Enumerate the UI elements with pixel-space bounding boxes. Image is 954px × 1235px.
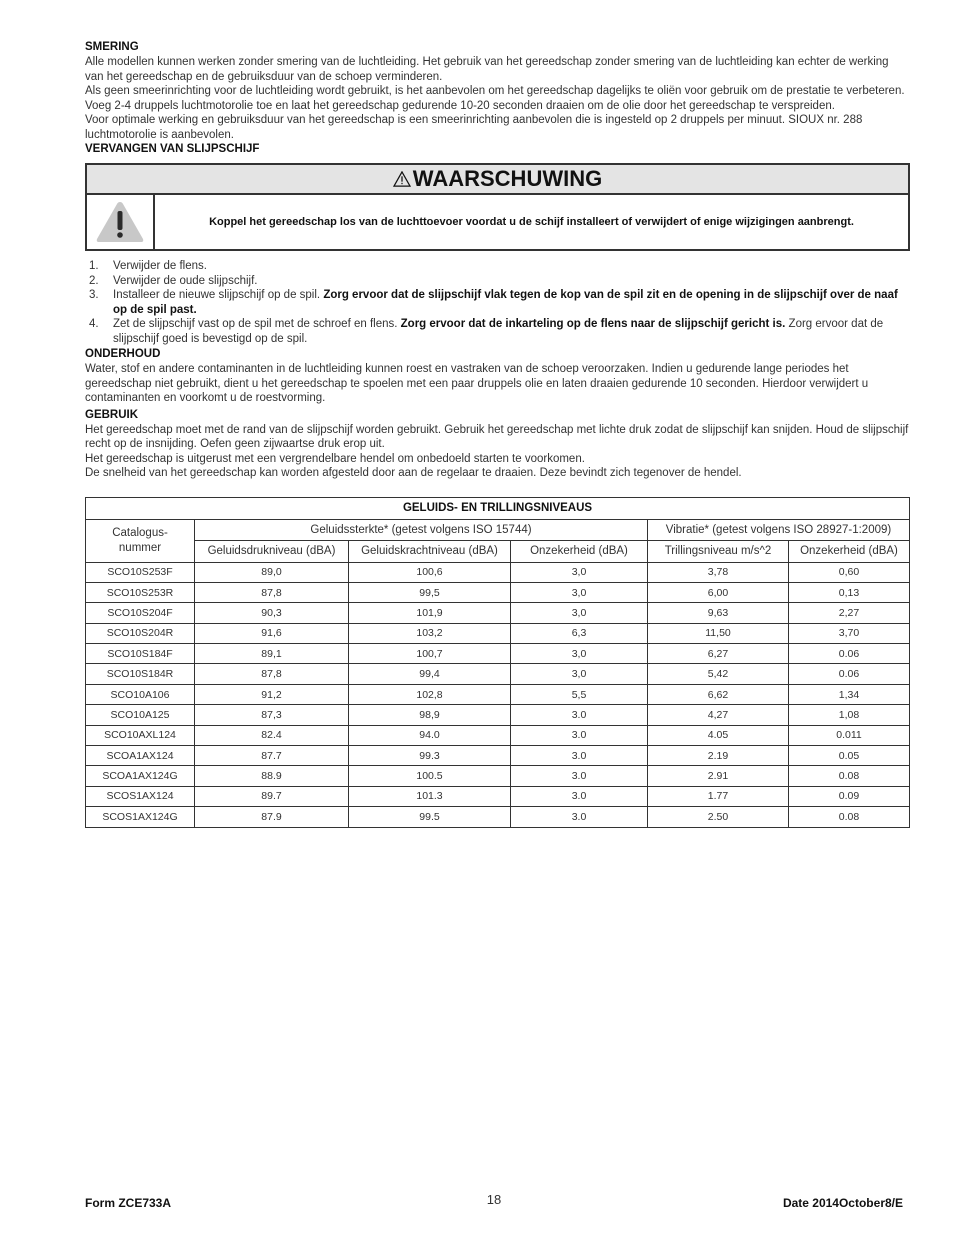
table-cell: 99.3 xyxy=(349,746,511,766)
table-cell: 5,5 xyxy=(511,684,648,704)
table-row xyxy=(86,766,910,786)
table-cell: 3.0 xyxy=(511,807,648,827)
catalog-number-cell: SCO10S204F xyxy=(86,603,195,623)
noise-vibration-table xyxy=(85,497,910,828)
table-cell: 0.08 xyxy=(789,807,910,827)
catalog-number-cell: SCO10A125 xyxy=(86,705,195,725)
table-cell: 2.19 xyxy=(648,746,789,766)
table-cell: 90,3 xyxy=(195,603,349,623)
warning-title: WAARSCHUWING xyxy=(412,166,603,191)
table-body xyxy=(86,562,910,827)
table-cell: 100.5 xyxy=(349,766,511,786)
table-row xyxy=(86,582,910,602)
table-cell: 3,0 xyxy=(511,603,648,623)
table-cell: 3.0 xyxy=(511,766,648,786)
step-text: Zet de slijpschijf vast op de spil met de schroef en flens. xyxy=(113,318,401,330)
table-cell: 6,62 xyxy=(648,684,789,704)
table-cell: 0.06 xyxy=(789,644,910,664)
column-header: Geluidsdrukniveau (dBA) xyxy=(195,540,349,562)
table-cell: 89.7 xyxy=(195,786,349,806)
catalog-number-cell: SCO10AXL124 xyxy=(86,725,195,745)
table-row xyxy=(86,664,910,684)
table-cell: 2.91 xyxy=(648,766,789,786)
section-heading-maintenance: ONDERHOUD xyxy=(85,348,161,360)
vibration-group-header: Vibratie* (getest volgens ISO 28927-1:2009) xyxy=(648,519,910,540)
table-row xyxy=(86,807,910,827)
table-cell: 3.0 xyxy=(511,705,648,725)
table-cell: 99.5 xyxy=(349,807,511,827)
table-cell: 4,27 xyxy=(648,705,789,725)
catalog-number-cell: SCOS1AX124 xyxy=(86,786,195,806)
paragraph: Water, stof en andere contaminanten in de luchtleiding kunnen roest en vastraken van de schoep veroorzaken. Indien u gedurende lange periodes het gereedschap niet gebruikt, dient u het gereedschap te spoelen met een paar druppels olie en laten draaien gedurende 10 seconden. Hierdoor verwijdert u contaminanten en voorkomt u de roestvorming. xyxy=(85,363,869,404)
table-row xyxy=(86,562,910,582)
paragraph: Het gereedschap is uitgerust met een vergrendelbare hendel om onbedoeld starten te voorkomen. xyxy=(85,452,585,465)
step-item xyxy=(85,259,910,274)
step-text-bold: Zorg ervoor dat de slijpschijf vlak tegen de kop van de spil zit en de opening in de slijpschijf over de naaf op de spil past. xyxy=(113,289,898,316)
section-heading-usage: GEBRUIK xyxy=(85,408,139,421)
table-cell: 3.0 xyxy=(511,746,648,766)
form-number: Form ZCE733A xyxy=(85,1196,172,1210)
table-cell: 87.7 xyxy=(195,746,349,766)
step-text: Verwijder de flens. xyxy=(113,260,207,272)
table-cell: 1,34 xyxy=(789,684,910,704)
table-cell: 88.9 xyxy=(195,766,349,786)
table-cell: 3,0 xyxy=(511,664,648,684)
table-cell: 4.05 xyxy=(648,725,789,745)
table-row xyxy=(86,623,910,643)
table-cell: 100,7 xyxy=(349,644,511,664)
table-row xyxy=(86,644,910,664)
catalog-number-cell: SCOS1AX124G xyxy=(86,807,195,827)
table-cell: 0.05 xyxy=(789,746,910,766)
table-row xyxy=(86,705,910,725)
table-cell: 101,9 xyxy=(349,603,511,623)
table-cell: 3,0 xyxy=(511,644,648,664)
step-text-container xyxy=(113,274,257,289)
section-heading-replace: VERVANGEN VAN SLIJPSCHIJF xyxy=(85,143,260,155)
table-cell: 99,4 xyxy=(349,664,511,684)
table-cell: 3,78 xyxy=(648,562,789,582)
step-text-after: Zorg ervoor dat de slijpschijf goed is bevestigd op de spil. xyxy=(113,318,884,345)
table-cell: 1.77 xyxy=(648,786,789,806)
table-cell: 89,1 xyxy=(195,644,349,664)
table-cell: 100,6 xyxy=(349,562,511,582)
column-header: Geluidskrachtniveau (dBA) xyxy=(349,540,511,562)
table-cell: 87.9 xyxy=(195,807,349,827)
table-cell: 103,2 xyxy=(349,623,511,643)
page-number: 18 xyxy=(486,1192,502,1207)
step-text-bold: Zorg ervoor dat de inkarteling op de flens naar de slijpschijf gericht is. xyxy=(400,318,786,330)
table-cell: 87,8 xyxy=(195,664,349,684)
step-number: 4. xyxy=(89,318,99,330)
column-header: Trillingsniveau m/s^2 xyxy=(648,540,789,562)
table-cell: 102,8 xyxy=(349,684,511,704)
step-number: 3. xyxy=(89,289,99,301)
section-heading-lubrication: SMERING xyxy=(85,41,139,53)
table-cell: 3,0 xyxy=(511,582,648,602)
document-page xyxy=(85,40,910,828)
catalog-number-cell: SCO10A106 xyxy=(86,684,195,704)
column-header: Onzekerheid (dBA) xyxy=(511,540,648,562)
table-cell: 87,3 xyxy=(195,705,349,725)
steps-list xyxy=(85,259,910,346)
warning-text: Koppel het gereedschap los van de luchttoevoer voordat u de schijf installeert of verwijdert of enige wijzigingen aanbrengt. xyxy=(209,216,854,228)
catalog-number-cell: SCO10S253R xyxy=(86,582,195,602)
table-cell: 82.4 xyxy=(195,725,349,745)
column-header: Onzekerheid (dBA) xyxy=(789,540,910,562)
table-cell: 9,63 xyxy=(648,603,789,623)
table-cell: 101.3 xyxy=(349,786,511,806)
table-cell: 0,13 xyxy=(789,582,910,602)
table-row xyxy=(86,786,910,806)
warning-triangle-icon xyxy=(393,171,411,187)
table-cell: 94.0 xyxy=(349,725,511,745)
paragraph: Het gereedschap moet met de rand van de slijpschijf worden gebruikt. Gebruik het gereedschap met lichte druk zodat de slijpschijf kan snijden. Houd de slijpschijf recht op de insnijding. Oefen geen zijwaartse druk erop uit. xyxy=(85,423,909,450)
catalog-number-cell: SCO10S184F xyxy=(86,644,195,664)
catalog-number-cell: SCO10S184R xyxy=(86,664,195,684)
step-text-container xyxy=(113,317,910,346)
table-cell: 6,3 xyxy=(511,623,648,643)
step-item xyxy=(85,274,910,289)
catalog-number-cell: SCOA1AX124 xyxy=(86,746,195,766)
table-cell: 5,42 xyxy=(648,664,789,684)
paragraph: Als geen smeerinrichting voor de luchtleiding wordt gebruikt, is het aanbevolen om het gereedschap dagelijks te oliën voor gebruik om de prestatie te verbeteren. Voeg 2-4 druppels luchtmotorolie toe en laat het gereedschap gedurende 10-20 seconden draaien om de olie door het gereedschap te verspreiden. xyxy=(85,85,905,112)
table-cell: 3,0 xyxy=(511,562,648,582)
table-cell: 2.50 xyxy=(648,807,789,827)
table-cell: 91,2 xyxy=(195,684,349,704)
table-title: GELUIDS- EN TRILLINGSNIVEAUS xyxy=(86,497,910,519)
table-cell: 0.011 xyxy=(789,725,910,745)
warning-box xyxy=(85,163,910,251)
table-cell: 0.09 xyxy=(789,786,910,806)
table-cell: 89,0 xyxy=(195,562,349,582)
catalog-number-cell: SCOA1AX124G xyxy=(86,766,195,786)
step-number: 2. xyxy=(89,274,99,287)
table-row xyxy=(86,684,910,704)
table-row xyxy=(86,746,910,766)
step-number: 1. xyxy=(89,260,99,272)
catalog-number-cell: SCO10S204R xyxy=(86,623,195,643)
warning-header xyxy=(87,165,908,195)
paragraph: De snelheid van het gereedschap kan worden afgesteld door aan de regelaar te draaien. Deze bevindt zich tegenover de hendel. xyxy=(85,467,742,479)
table-cell: 3,70 xyxy=(789,623,910,643)
step-item xyxy=(85,317,910,346)
sound-group-header: Geluidssterkte* (getest volgens ISO 15744) xyxy=(195,519,648,540)
exclamation-triangle-icon xyxy=(87,195,155,249)
table-cell: 87,8 xyxy=(195,582,349,602)
step-text-container xyxy=(113,259,207,274)
paragraph: Voor optimale werking en gebruiksduur van het gereedschap is een smeerinrichting aanbevolen die is ingesteld op 2 druppels per minuut. SIOUX nr. 288 luchtmotorolie is aanbevolen. xyxy=(85,114,863,141)
table-cell: 11,50 xyxy=(648,623,789,643)
catalog-header: Catalogus- nummer xyxy=(86,519,195,562)
step-text-container xyxy=(113,288,910,317)
table-cell: 1,08 xyxy=(789,705,910,725)
table-cell: 6,00 xyxy=(648,582,789,602)
step-item xyxy=(85,288,910,317)
table-cell: 6,27 xyxy=(648,644,789,664)
step-text: Installeer de nieuwe slijpschijf op de spil. xyxy=(113,289,324,301)
table-row xyxy=(86,603,910,623)
step-text: Verwijder de oude slijpschijf. xyxy=(113,274,258,287)
table-cell: 3.0 xyxy=(511,786,648,806)
table-cell: 99,5 xyxy=(349,582,511,602)
catalog-number-cell: SCO10S253F xyxy=(86,562,195,582)
table-cell: 3.0 xyxy=(511,725,648,745)
table-cell: 98,9 xyxy=(349,705,511,725)
table-cell: 0.06 xyxy=(789,664,910,684)
date-code: Date 2014October8/E xyxy=(782,1196,903,1210)
table-cell: 2,27 xyxy=(789,603,910,623)
table-cell: 0,60 xyxy=(789,562,910,582)
table-row xyxy=(86,725,910,745)
table-cell: 91,6 xyxy=(195,623,349,643)
paragraph: Alle modellen kunnen werken zonder smering van de luchtleiding. Het gebruik van het gereedschap zonder smering van de luchtleiding kan echter de werking van het gereedschap en de gebruiksduur van de schoep verminderen. xyxy=(85,56,889,83)
table-cell: 0.08 xyxy=(789,766,910,786)
